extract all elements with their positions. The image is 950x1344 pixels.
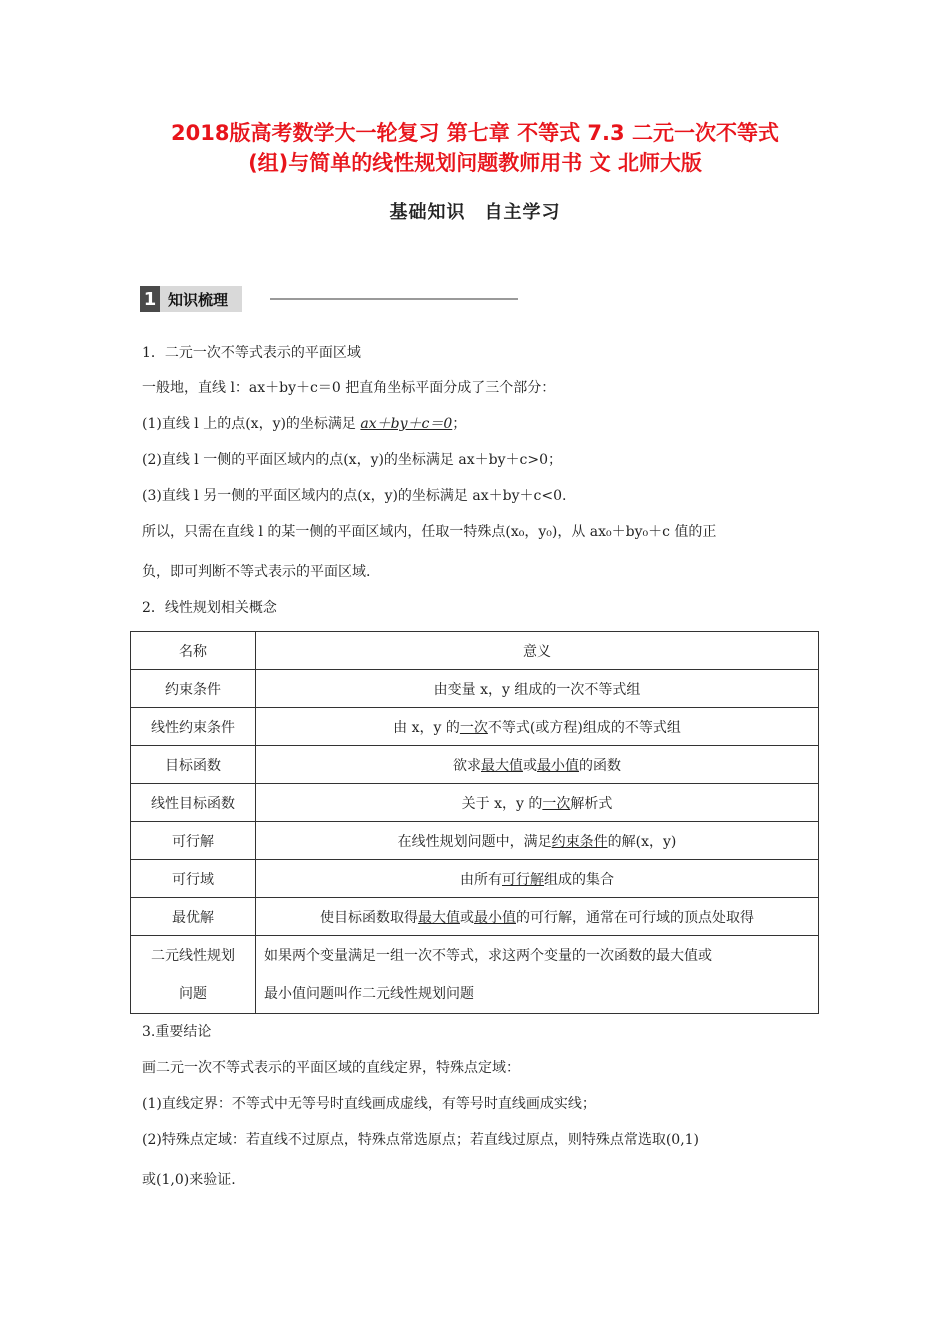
table-cell-meaning: 由所有可行解组成的集合	[256, 860, 819, 898]
conclusion-item-2a: (2)特殊点定域：若直线不过原点，特殊点常选原点；若直线过原点，则特殊点常选取(0,1)	[142, 1132, 700, 1148]
table-cell-name: 约束条件	[131, 670, 256, 708]
table-cell-meaning: 欲求最大值或最小值的函数	[256, 746, 819, 784]
table-cell-name: 线性目标函数	[131, 784, 256, 822]
table-header-cell: 意义	[256, 632, 819, 670]
conclusion-item-1: (1)直线定界：不等式中无等号时直线画成虚线，有等号时直线画成实线；	[142, 1096, 596, 1112]
table-cell-name: 可行域	[131, 860, 256, 898]
concept-table	[130, 631, 819, 1014]
section-number: 1	[140, 286, 160, 312]
item-1: (1)直线 l 上的点(x，y)的坐标满足 ax＋by＋c＝0；	[142, 416, 467, 432]
table-row	[131, 822, 819, 860]
title-line-1: 2018版高考数学大一轮复习 第七章 不等式 7.3 二元一次不等式	[171, 121, 779, 145]
heading-3: 3.重要结论	[142, 1024, 212, 1040]
table-row	[131, 784, 819, 822]
table-row	[131, 898, 819, 936]
section-subtitle: 基础知识 自主学习	[389, 202, 561, 223]
table-row	[131, 670, 819, 708]
conclusion-line-2: 负，即可判断不等式表示的平面区域.	[142, 564, 371, 580]
section-header	[140, 286, 242, 312]
table-cell-name: 线性约束条件	[131, 708, 256, 746]
conclusion-item-2b: 或(1,0)来验证.	[142, 1172, 236, 1188]
table-cell-name: 可行解	[131, 822, 256, 860]
heading-2: 2．线性规划相关概念	[142, 600, 277, 616]
table-cell-meaning: 如果两个变量满足一组一次不等式，求这两个变量的一次函数的最大值或 最小值问题叫作二元线性规划问题	[256, 936, 819, 1014]
table-cell-meaning: 使目标函数取得最大值或最小值的可行解，通常在可行域的顶点处取得	[256, 898, 819, 936]
conclusion-intro: 画二元一次不等式表示的平面区域的直线定界，特殊点定域：	[142, 1060, 520, 1076]
section-divider	[270, 298, 518, 300]
section-label: 知识梳理	[160, 286, 242, 312]
table-cell-meaning: 关于 x，y 的一次解析式	[256, 784, 819, 822]
title-line-2: (组)与简单的线性规划问题教师用书 文 北师大版	[248, 151, 702, 175]
table-cell-meaning: 由变量 x，y 组成的一次不等式组	[256, 670, 819, 708]
item-2: (2)直线 l 一侧的平面区域内的点(x，y)的坐标满足 ax＋by＋c>0；	[142, 452, 562, 468]
table-cell-meaning: 由 x，y 的一次不等式(或方程)组成的不等式组	[256, 708, 819, 746]
table-row	[131, 708, 819, 746]
table-row	[131, 860, 819, 898]
table-row	[131, 936, 819, 1014]
table-row	[131, 746, 819, 784]
paragraph-intro: 一般地，直线 l：ax＋by＋c＝0 把直角坐标平面分成了三个部分：	[142, 380, 556, 396]
conclusion-line-1: 所以，只需在直线 l 的某一侧的平面区域内，任取一特殊点(x₀，y₀)，从 ax₀＋by₀＋c 值的正	[142, 524, 717, 540]
table-cell-name: 最优解	[131, 898, 256, 936]
answer-underlined: ax＋by＋c＝0	[360, 416, 453, 432]
heading-1: 1．二元一次不等式表示的平面区域	[142, 345, 361, 361]
table-cell-meaning: 在线性规划问题中，满足约束条件的解(x，y)	[256, 822, 819, 860]
item-3: (3)直线 l 另一侧的平面区域内的点(x，y)的坐标满足 ax＋by＋c<0.	[142, 488, 567, 504]
table-header-cell: 名称	[131, 632, 256, 670]
table-cell-name: 目标函数	[131, 746, 256, 784]
table-header-row	[131, 632, 819, 670]
document-title	[0, 118, 950, 178]
table-cell-name: 二元线性规划 问题	[131, 936, 256, 1014]
